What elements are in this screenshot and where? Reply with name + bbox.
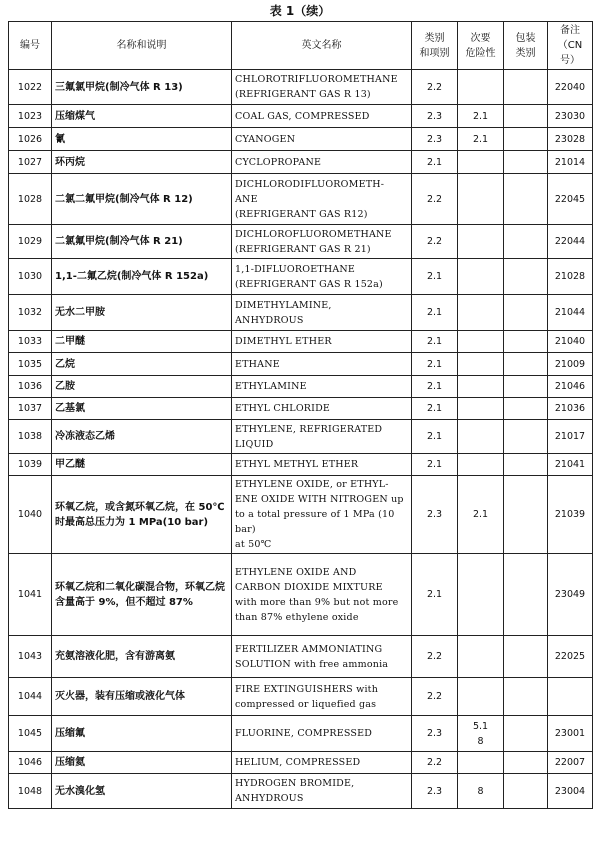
- english-name-line: FERTILIZER AMMONIATING: [235, 643, 383, 655]
- cell-name-cn: 无水溴化氢: [52, 774, 232, 809]
- header-class: 类别 和项别: [412, 22, 458, 70]
- table-row: [9, 752, 593, 774]
- cell-cn-number: 21014: [548, 151, 593, 174]
- cell-number: 1044: [9, 678, 52, 716]
- cell-cn-number: 23004: [548, 774, 593, 809]
- cell-cn-number: [548, 678, 593, 716]
- english-name-line: ETHANE: [235, 358, 280, 370]
- cell-cn-number: 23049: [548, 554, 593, 636]
- english-name-line: HELIUM, COMPRESSED: [235, 757, 361, 768]
- cell-packing-group: [504, 259, 548, 295]
- cell-cn-number: 21041: [548, 454, 593, 476]
- cell-subsidiary-risk: [458, 259, 504, 295]
- english-name-line: COAL GAS, COMPRESSED: [235, 110, 370, 122]
- cell-name-en: [232, 454, 412, 476]
- cell-subsidiary-risk: [458, 174, 504, 225]
- cell-subsidiary-risk: [458, 128, 504, 151]
- english-name-line: DICHLORODIFLUOROMETH-: [235, 178, 385, 190]
- cell-name-en: [232, 752, 412, 774]
- cell-number: 1046: [9, 752, 52, 774]
- subsidiary-risk-value: 2.1: [472, 509, 489, 520]
- subsidiary-risk-value: 5.1: [472, 720, 489, 732]
- cell-number: 1040: [9, 476, 52, 554]
- cell-name-en: [232, 174, 412, 225]
- cell-cn-number: 21017: [548, 420, 593, 454]
- cell-packing-group: [504, 353, 548, 376]
- english-name-line: ANHYDROUS: [235, 793, 304, 804]
- cell-number: 1037: [9, 398, 52, 420]
- table-body: [9, 70, 593, 809]
- cell-name-cn: 压缩氟: [52, 716, 232, 752]
- cell-subsidiary-risk: [458, 454, 504, 476]
- english-name-line: (REFRIGERANT GAS R 152a): [235, 278, 383, 290]
- english-name-line: CYCLOPROPANE: [235, 156, 322, 168]
- cell-name-cn: 冷冻液态乙烯: [52, 420, 232, 454]
- cell-packing-group: [504, 376, 548, 398]
- cell-subsidiary-risk: [458, 105, 504, 128]
- header-number: 编号: [9, 22, 52, 70]
- cell-number: 1043: [9, 636, 52, 678]
- cell-subsidiary-risk: [458, 70, 504, 105]
- cell-name-en: [232, 70, 412, 105]
- cell-class: 2.3: [412, 476, 458, 554]
- cell-number: 1045: [9, 716, 52, 752]
- english-name-line: at 50℃: [235, 539, 272, 550]
- cell-class: 2.2: [412, 174, 458, 225]
- cell-packing-group: [504, 174, 548, 225]
- cell-cn-number: 22040: [548, 70, 593, 105]
- cell-name-en: [232, 259, 412, 295]
- english-name-line: ETHYLENE, REFRIGERATED: [235, 423, 383, 435]
- cell-packing-group: [504, 105, 548, 128]
- table-row: [9, 174, 593, 225]
- cell-cn-number: 21040: [548, 331, 593, 353]
- cell-subsidiary-risk: [458, 353, 504, 376]
- table-row: [9, 151, 593, 174]
- cell-subsidiary-risk: [458, 476, 504, 554]
- cell-packing-group: [504, 454, 548, 476]
- english-name-line: ANHYDROUS: [235, 314, 304, 326]
- cell-name-en: [232, 554, 412, 636]
- cell-cn-number: 22045: [548, 174, 593, 225]
- english-name-line: compressed or liquefied gas: [235, 698, 377, 710]
- cell-name-en: [232, 105, 412, 128]
- english-name-line: DIMETHYL ETHER: [235, 336, 332, 347]
- cell-name-cn: 环氧乙烷和二氧化碳混合物，环氧乙烷含量高于 9%，但不超过 87%: [52, 554, 232, 636]
- cell-cn-number: 23030: [548, 105, 593, 128]
- table-row: [9, 70, 593, 105]
- header-cn-number: 备注 （CN 号）: [548, 22, 593, 70]
- cell-name-cn: 氰: [52, 128, 232, 151]
- table-row: [9, 376, 593, 398]
- english-name-line: FIRE EXTINGUISHERS with: [235, 683, 379, 695]
- cell-packing-group: [504, 331, 548, 353]
- header-subsidiary-risk: 次要 危险性: [458, 22, 504, 70]
- cell-number: 1027: [9, 151, 52, 174]
- cell-class: 2.2: [412, 678, 458, 716]
- table-row: [9, 678, 593, 716]
- cell-subsidiary-risk: [458, 151, 504, 174]
- cell-number: 1048: [9, 774, 52, 809]
- cell-cn-number: 23028: [548, 128, 593, 151]
- cell-name-cn: 乙基氯: [52, 398, 232, 420]
- table-row: [9, 295, 593, 331]
- english-name-line: CARBON DIOXIDE MIXTURE: [235, 581, 383, 593]
- cell-name-en: [232, 151, 412, 174]
- cell-cn-number: 21046: [548, 376, 593, 398]
- cell-number: 1041: [9, 554, 52, 636]
- cell-class: 2.1: [412, 554, 458, 636]
- cell-name-en: [232, 774, 412, 809]
- english-name-line: FLUORINE, COMPRESSED: [235, 728, 373, 739]
- cell-class: 2.1: [412, 353, 458, 376]
- cell-number: 1030: [9, 259, 52, 295]
- cell-packing-group: [504, 636, 548, 678]
- cell-packing-group: [504, 128, 548, 151]
- english-name-line: (REFRIGERANT GAS R 13): [235, 89, 371, 100]
- cell-name-cn: 二甲醚: [52, 331, 232, 353]
- cell-name-cn: 灭火器，装有压缩或液化气体: [52, 678, 232, 716]
- cell-subsidiary-risk: [458, 398, 504, 420]
- cell-subsidiary-risk: [458, 554, 504, 636]
- cell-class: 2.2: [412, 70, 458, 105]
- cell-subsidiary-risk: [458, 376, 504, 398]
- cell-packing-group: [504, 295, 548, 331]
- cell-class: 2.1: [412, 376, 458, 398]
- cell-number: 1022: [9, 70, 52, 105]
- subsidiary-risk-value: 8: [477, 785, 484, 797]
- english-name-line: ETHYLENE OXIDE AND: [235, 566, 357, 578]
- cell-class: 2.1: [412, 331, 458, 353]
- cell-subsidiary-risk: [458, 331, 504, 353]
- cell-packing-group: [504, 752, 548, 774]
- table-row: [9, 105, 593, 128]
- cell-name-cn: 乙烷: [52, 353, 232, 376]
- english-name-line: DIMETHYLAMINE,: [235, 299, 332, 311]
- english-name-line: ANE: [235, 193, 258, 205]
- cell-name-en: [232, 636, 412, 678]
- cell-packing-group: [504, 554, 548, 636]
- cell-class: 2.1: [412, 295, 458, 331]
- cell-cn-number: 23001: [548, 716, 593, 752]
- table-row: [9, 225, 593, 259]
- cell-class: 2.1: [412, 454, 458, 476]
- cell-packing-group: [504, 716, 548, 752]
- cell-subsidiary-risk: [458, 774, 504, 809]
- cell-number: 1032: [9, 295, 52, 331]
- cell-name-cn: 二氯氟甲烷(制冷气体 R 21): [52, 225, 232, 259]
- subsidiary-risk-value: 2.1: [472, 110, 489, 122]
- table-row: [9, 554, 593, 636]
- cell-cn-number: 21028: [548, 259, 593, 295]
- english-name-line: ENE OXIDE WITH NITROGEN up: [235, 494, 404, 505]
- cell-name-en: [232, 353, 412, 376]
- english-name-line: DICHLOROFLUOROMETHANE: [235, 228, 392, 240]
- table-row: [9, 259, 593, 295]
- cell-class: 2.3: [412, 716, 458, 752]
- cell-class: 2.2: [412, 636, 458, 678]
- cell-cn-number: 22025: [548, 636, 593, 678]
- english-name-line: ETHYLENE OXIDE, or ETHYL-: [235, 479, 389, 490]
- english-name-line: CHLOROTRIFLUOROMETHANE: [235, 74, 398, 85]
- cell-subsidiary-risk: [458, 752, 504, 774]
- cell-packing-group: [504, 420, 548, 454]
- cell-name-cn: 二氯二氟甲烷(制冷气体 R 12): [52, 174, 232, 225]
- english-name-line: ETHYL CHLORIDE: [235, 403, 331, 414]
- english-name-line: than 87% ethylene oxide: [235, 611, 359, 623]
- cell-name-en: [232, 128, 412, 151]
- cell-packing-group: [504, 476, 548, 554]
- cell-packing-group: [504, 678, 548, 716]
- cell-cn-number: 21009: [548, 353, 593, 376]
- cell-name-en: [232, 331, 412, 353]
- cell-number: 1033: [9, 331, 52, 353]
- cell-name-cn: 压缩氦: [52, 752, 232, 774]
- subsidiary-risk-value: 2.1: [472, 133, 489, 145]
- table-row: [9, 331, 593, 353]
- english-name-line: with more than 9% but not more: [235, 596, 399, 608]
- cell-number: 1028: [9, 174, 52, 225]
- cell-name-en: [232, 376, 412, 398]
- cell-class: 2.1: [412, 420, 458, 454]
- cell-name-en: [232, 225, 412, 259]
- cell-number: 1036: [9, 376, 52, 398]
- cell-number: 1029: [9, 225, 52, 259]
- table-row: [9, 128, 593, 151]
- cell-name-cn: 甲乙醚: [52, 454, 232, 476]
- cell-class: 2.3: [412, 105, 458, 128]
- header-english: 英文名称: [232, 22, 412, 70]
- cell-name-en: [232, 420, 412, 454]
- table-row: [9, 716, 593, 752]
- cell-number: 1026: [9, 128, 52, 151]
- header-packing-group: 包装 类别: [504, 22, 548, 70]
- cell-packing-group: [504, 225, 548, 259]
- english-name-line: (REFRIGERANT GAS R12): [235, 208, 368, 220]
- header-row: [9, 22, 593, 70]
- cell-name-en: [232, 398, 412, 420]
- cell-name-cn: 环丙烷: [52, 151, 232, 174]
- cell-name-cn: 无水二甲胺: [52, 295, 232, 331]
- english-name-line: HYDROGEN BROMIDE,: [235, 778, 355, 789]
- cell-name-en: [232, 678, 412, 716]
- cell-number: 1038: [9, 420, 52, 454]
- english-name-line: (REFRIGERANT GAS R 21): [235, 243, 371, 255]
- cell-cn-number: 21044: [548, 295, 593, 331]
- cell-packing-group: [504, 70, 548, 105]
- cell-subsidiary-risk: [458, 295, 504, 331]
- english-name-line: 1,1-DIFLUOROETHANE: [235, 263, 356, 275]
- dangerous-goods-table: [8, 21, 593, 809]
- cell-number: 1035: [9, 353, 52, 376]
- cell-name-en: [232, 476, 412, 554]
- cell-subsidiary-risk: [458, 636, 504, 678]
- cell-class: 2.1: [412, 259, 458, 295]
- english-name-line: LIQUID: [235, 438, 274, 450]
- cell-cn-number: 21036: [548, 398, 593, 420]
- table-row: [9, 774, 593, 809]
- cell-name-cn: 1,1-二氟乙烷(制冷气体 R 152a): [52, 259, 232, 295]
- cell-number: 1023: [9, 105, 52, 128]
- english-name-line: SOLUTION with free ammonia: [235, 658, 389, 670]
- header-name: 名称和说明: [52, 22, 232, 70]
- cell-subsidiary-risk: [458, 225, 504, 259]
- cell-subsidiary-risk: [458, 716, 504, 752]
- table-row: [9, 454, 593, 476]
- cell-class: 2.3: [412, 774, 458, 809]
- cell-packing-group: [504, 774, 548, 809]
- cell-cn-number: 22007: [548, 752, 593, 774]
- english-name-line: ETHYLAMINE: [235, 381, 307, 392]
- cell-packing-group: [504, 398, 548, 420]
- cell-name-en: [232, 716, 412, 752]
- cell-packing-group: [504, 151, 548, 174]
- cell-name-en: [232, 295, 412, 331]
- cell-subsidiary-risk: [458, 678, 504, 716]
- table-row: [9, 636, 593, 678]
- cell-cn-number: 22044: [548, 225, 593, 259]
- table-caption: 表 1（续）: [269, 4, 331, 18]
- subsidiary-risk-value: 8: [477, 735, 484, 747]
- cell-number: 1039: [9, 454, 52, 476]
- cell-name-cn: 环氧乙烷，或含氮环氧乙烷，在 50℃时最高总压力为 1 MPa(10 bar): [52, 476, 232, 554]
- cell-class: 2.2: [412, 225, 458, 259]
- english-name-line: ETHYL METHYL ETHER: [235, 459, 359, 470]
- cell-class: 2.2: [412, 752, 458, 774]
- cell-cn-number: 21039: [548, 476, 593, 554]
- cell-name-cn: 乙胺: [52, 376, 232, 398]
- cell-class: 2.1: [412, 151, 458, 174]
- cell-class: 2.3: [412, 128, 458, 151]
- table-row: [9, 353, 593, 376]
- cell-name-cn: 充氨溶液化肥，含有游离氨: [52, 636, 232, 678]
- table-row: [9, 476, 593, 554]
- cell-name-cn: 三氟氯甲烷(制冷气体 R 13): [52, 70, 232, 105]
- cell-subsidiary-risk: [458, 420, 504, 454]
- cell-name-cn: 压缩煤气: [52, 105, 232, 128]
- table-row: [9, 398, 593, 420]
- english-name-line: to a total pressure of 1 MPa (10 bar): [235, 509, 395, 535]
- english-name-line: CYANOGEN: [235, 133, 296, 145]
- table-row: [9, 420, 593, 454]
- cell-class: 2.1: [412, 398, 458, 420]
